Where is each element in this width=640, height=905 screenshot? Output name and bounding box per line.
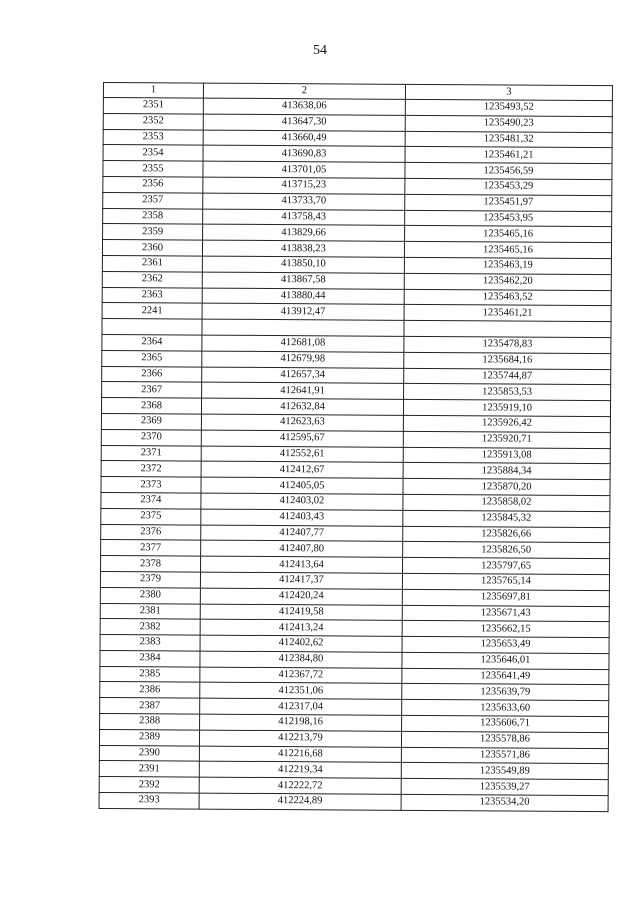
y-coordinate-cell: 1235646,01	[402, 652, 609, 669]
point-number-cell: 2366	[102, 366, 202, 382]
point-number-cell: 2361	[102, 255, 202, 271]
point-number-cell: 2392	[99, 777, 199, 793]
point-number-cell: 2385	[100, 666, 200, 682]
x-coordinate-cell: 412367,72	[200, 667, 402, 684]
y-coordinate-cell: 1235919,10	[403, 399, 610, 416]
x-coordinate-cell: 412420,24	[200, 588, 402, 605]
y-coordinate-cell: 1235481,32	[405, 131, 612, 148]
coordinates-table	[99, 82, 613, 812]
y-coordinate-cell: 1235453,29	[405, 178, 612, 195]
y-coordinate-cell: 1235858,02	[403, 494, 610, 511]
point-number-cell: 2387	[100, 698, 200, 714]
point-number-cell: 2390	[99, 745, 199, 761]
x-coordinate-cell: 413733,70	[203, 193, 405, 210]
x-coordinate-cell: 412417,37	[200, 572, 402, 589]
y-coordinate-cell: 1235913,08	[403, 447, 610, 464]
y-coordinate-cell: 1235463,52	[404, 289, 611, 306]
point-number-cell: 2377	[101, 540, 201, 556]
x-coordinate-cell: 412641,91	[202, 382, 404, 399]
point-number-cell: 2381	[100, 603, 200, 619]
column-header-3: 3	[405, 84, 612, 100]
y-coordinate-cell: 1235884,34	[403, 463, 610, 480]
y-coordinate-cell: 1235845,32	[403, 510, 610, 527]
x-coordinate-cell: 412219,34	[199, 762, 401, 779]
x-coordinate-cell: 413850,10	[202, 256, 404, 273]
y-coordinate-cell: 1235453,95	[405, 210, 612, 227]
y-coordinate-cell: 1235765,14	[402, 573, 609, 590]
x-coordinate-cell: 412595,67	[201, 430, 403, 447]
x-coordinate-cell: 412216,68	[199, 746, 401, 763]
point-number-cell: 2380	[100, 587, 200, 603]
point-number-cell: 2370	[101, 429, 201, 445]
point-number-cell: 2378	[101, 556, 201, 572]
x-coordinate-cell: 413838,23	[202, 240, 404, 257]
x-coordinate-cell: 413758,43	[203, 209, 405, 226]
y-coordinate-cell: 1235465,16	[405, 226, 612, 243]
y-coordinate-cell	[404, 320, 611, 337]
y-coordinate-cell: 1235697,81	[402, 589, 609, 606]
x-coordinate-cell: 412213,79	[199, 730, 401, 747]
point-number-cell: 2367	[102, 382, 202, 398]
point-number-cell: 2376	[101, 524, 201, 540]
y-coordinate-cell: 1235639,79	[402, 684, 609, 701]
x-coordinate-cell: 412623,63	[201, 414, 403, 431]
y-coordinate-cell: 1235456,59	[405, 163, 612, 180]
y-coordinate-cell: 1235461,21	[405, 147, 612, 164]
y-coordinate-cell: 1235461,21	[404, 305, 611, 322]
point-number-cell: 2368	[101, 398, 201, 414]
x-coordinate-cell: 412222,72	[199, 777, 401, 794]
point-number-cell: 2352	[103, 113, 203, 129]
x-coordinate-cell: 412405,05	[201, 477, 403, 494]
x-coordinate-cell: 412657,34	[202, 367, 404, 384]
x-coordinate-cell: 413660,49	[203, 130, 405, 147]
y-coordinate-cell: 1235539,27	[401, 779, 608, 796]
x-coordinate-cell: 412413,64	[201, 556, 403, 573]
y-coordinate-cell: 1235870,20	[403, 478, 610, 495]
point-number-cell: 2351	[103, 98, 203, 114]
y-coordinate-cell: 1235478,83	[404, 336, 611, 353]
point-number-cell: 2386	[100, 682, 200, 698]
point-number-cell: 2371	[101, 445, 201, 461]
y-coordinate-cell: 1235641,49	[402, 668, 609, 685]
y-coordinate-cell: 1235490,23	[405, 115, 612, 132]
point-number-cell: 2391	[99, 761, 199, 777]
point-number-cell: 2389	[99, 729, 199, 745]
point-number-cell: 2365	[102, 350, 202, 366]
x-coordinate-cell: 412351,06	[200, 683, 402, 700]
y-coordinate-cell: 1235462,20	[404, 273, 611, 290]
y-coordinate-cell: 1235493,52	[405, 99, 612, 116]
x-coordinate-cell: 413690,83	[203, 146, 405, 163]
point-number-cell: 2357	[103, 192, 203, 208]
y-coordinate-cell: 1235684,16	[404, 352, 611, 369]
y-coordinate-cell: 1235853,53	[404, 384, 611, 401]
x-coordinate-cell: 412198,16	[200, 714, 402, 731]
y-coordinate-cell: 1235826,50	[403, 542, 610, 559]
x-coordinate-cell: 412403,02	[201, 493, 403, 510]
y-coordinate-cell: 1235451,97	[405, 194, 612, 211]
y-coordinate-cell: 1235797,65	[403, 557, 610, 574]
x-coordinate-cell: 412419,58	[200, 604, 402, 621]
point-number-cell: 2241	[102, 303, 202, 319]
point-number-cell: 2372	[101, 461, 201, 477]
page-number: 54	[313, 43, 327, 58]
point-number-cell: 2362	[102, 271, 202, 287]
y-coordinate-cell: 1235920,71	[403, 431, 610, 448]
point-number-cell: 2356	[103, 176, 203, 192]
y-coordinate-cell: 1235662,15	[402, 621, 609, 638]
x-coordinate-cell: 413829,66	[203, 224, 405, 241]
point-number-cell: 2353	[103, 129, 203, 145]
x-coordinate-cell: 412407,80	[201, 540, 403, 557]
x-coordinate-cell	[202, 319, 404, 336]
point-number-cell: 2373	[101, 477, 201, 493]
x-coordinate-cell: 413647,30	[203, 114, 405, 131]
y-coordinate-cell: 1235633,60	[402, 700, 609, 717]
y-coordinate-cell: 1235653,49	[402, 636, 609, 653]
x-coordinate-cell: 412317,04	[200, 698, 402, 715]
x-coordinate-cell: 413638,06	[203, 98, 405, 115]
point-number-cell	[102, 319, 202, 335]
x-coordinate-cell: 412413,24	[200, 619, 402, 636]
x-coordinate-cell: 413880,44	[202, 288, 404, 305]
point-number-cell: 2363	[102, 287, 202, 303]
point-number-cell: 2382	[100, 619, 200, 635]
x-coordinate-cell: 412412,67	[201, 461, 403, 478]
x-coordinate-cell: 413715,23	[203, 177, 405, 194]
x-coordinate-cell: 412403,43	[201, 509, 403, 526]
x-coordinate-cell: 412632,84	[201, 398, 403, 415]
x-coordinate-cell: 413912,47	[202, 303, 404, 320]
y-coordinate-cell: 1235744,87	[404, 368, 611, 385]
y-coordinate-cell: 1235826,66	[403, 526, 610, 543]
y-coordinate-cell: 1235606,71	[402, 715, 609, 732]
x-coordinate-cell: 412552,61	[201, 446, 403, 463]
point-number-cell: 2374	[101, 492, 201, 508]
point-number-cell: 2369	[101, 413, 201, 429]
y-coordinate-cell: 1235534,20	[401, 794, 608, 811]
y-coordinate-cell: 1235671,43	[402, 605, 609, 622]
y-coordinate-cell: 1235578,86	[401, 731, 608, 748]
y-coordinate-cell: 1235463,19	[404, 257, 611, 274]
y-coordinate-cell: 1235926,42	[403, 415, 610, 432]
column-header-2: 2	[203, 83, 405, 99]
point-number-cell: 2358	[103, 208, 203, 224]
point-number-cell: 2360	[102, 240, 202, 256]
column-header-1: 1	[103, 83, 203, 99]
x-coordinate-cell: 412679,98	[202, 351, 404, 368]
table-row	[99, 793, 608, 812]
y-coordinate-cell: 1235549,89	[401, 763, 608, 780]
point-number-cell: 2375	[101, 508, 201, 524]
x-coordinate-cell: 412402,62	[200, 635, 402, 652]
x-coordinate-cell: 412384,80	[200, 651, 402, 668]
point-number-cell: 2393	[99, 793, 199, 809]
point-number-cell: 2359	[103, 224, 203, 240]
point-number-cell: 2355	[103, 161, 203, 177]
table-body	[99, 98, 612, 812]
x-coordinate-cell: 412681,08	[202, 335, 404, 352]
x-coordinate-cell: 413867,58	[202, 272, 404, 289]
point-number-cell: 2379	[100, 571, 200, 587]
y-coordinate-cell: 1235465,16	[404, 242, 611, 259]
y-coordinate-cell: 1235571,86	[401, 747, 608, 764]
x-coordinate-cell: 413701,05	[203, 161, 405, 178]
x-coordinate-cell: 412224,89	[199, 793, 401, 810]
x-coordinate-cell: 412407,77	[201, 525, 403, 542]
point-number-cell: 2388	[100, 714, 200, 730]
point-number-cell: 2364	[102, 334, 202, 350]
point-number-cell: 2354	[103, 145, 203, 161]
point-number-cell: 2384	[100, 650, 200, 666]
point-number-cell: 2383	[100, 635, 200, 651]
